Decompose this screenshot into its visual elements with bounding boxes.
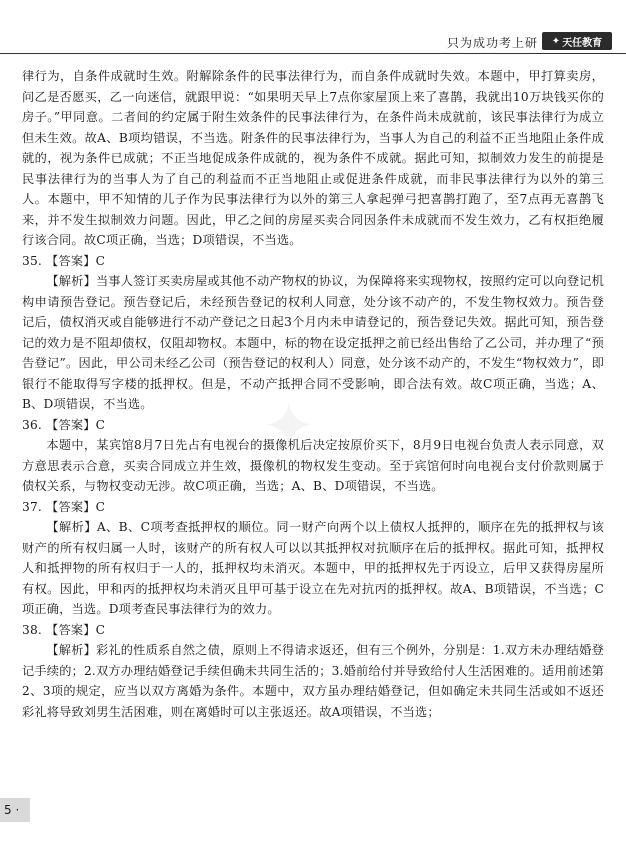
answer-heading: 35. 【答案】C [22,253,106,268]
page-number: 5 · [0,798,30,822]
page-header [0,0,626,50]
answer-heading: 37. 【答案】C [22,499,106,514]
logo-mark-icon: ✦ [551,35,561,47]
answer-heading: 36. 【答案】C [22,417,106,432]
logo-text: 天任教育 [562,37,603,49]
brand-logo [542,32,612,50]
paragraph: 【解析】A、B、C项考查抵押权的顺位。同一财产向两个以上债权人抵押的，顺序在先的抵押权与该财产的所有权归属一人时，该财产的所有权人可以以其抵押权对抗顺序在后的抵押权。据此可知，抵押权人和抵押物的所有权归于一人的，抵押权均未消灭。本题中，甲的抵押权先于丙设立，后甲又获得房屋所有权。因此，甲和丙的抵押权均未消灭且甲可基于设立在先对抗丙的抵押权。故A、B项错误，不当选；C项正确，当选。D项考查民事法律行为的效力。 [22,520,604,616]
paragraph: 【解析】当事人签订买卖房屋或其他不动产物权的协议，为保障将来实现物权，按照约定可以向登记机构申请预告登记。预告登记后，未经预告登记的权利人同意，处分该不动产的，不发生物权效力。预告登记后，债权消灭或自能够进行不动产登记之日起3个月内未申请登记的，预告登记失效。据此可知，预告登记的效力是不阻却债权，仅阻却物权。本题中，标的物在设定抵押之前已经出售给了乙公司，并办理了“预告登记”。因此，甲公司未经乙公司（预告登记的权利人）同意，处分该不动产的，不发生“物权效力”，即银行不能取得写字楼的抵押权。但是，不动产抵押合同不受影响，即合法有效。故C项正确，当选；A、B、D项错误，不当选。 [22,274,604,411]
document-body [22,66,604,722]
paragraph: 【解析】彩礼的性质系自然之债，原则上不得请求返还，但有三个例外，分别是：1.双方未办理结婚登记手续的；2.双方办理结婚登记手续但确未共同生活的；3.婚前给付并导致给付人生活困难的。适用前述第2、3项的规定，应当以双方离婚为条件。本题中，双方虽办理结婚登记，但如确定未共同生活或如不返还彩礼将导致刘男生活困难，则在离婚时可以主张返还。故A项错误，不当选； [22,643,604,719]
answer-heading: 38. 【答案】C [22,622,106,637]
header-slogan: 只为成功考上研 [446,36,538,50]
paragraph: 本题中，某宾馆8月7日先占有电视台的摄像机后决定按原价买下，8月9日电视台负责人表示同意，双方意思表示合意，买卖合同成立并生效，摄像机的物权发生变动。至于宾馆何时向电视台支付价款则属于债权关系，与物权变动无涉。故C项正确，当选；A、B、D项错误，不当选。 [22,438,604,493]
paragraph: 律行为，自条件成就时生效。附解除条件的民事法律行为，而自条件成就时失效。本题中，甲打算卖房，问乙是否愿买，乙一向迷信，就跟甲说：“如果明天早上7点你家屋顶上来了喜鹊，我就出10万块钱买你的房子。”甲同意。二者间的约定属于附生效条件的民事法律行为，在条件尚未成就前，该民事法律行为成立但未生效。故A、B项均错误，不当选。附条件的民事法律行为，当事人为自己的利益不正当地阻止条件成就的，视为条件已成就；不正当地促成条件成就的，视为条件不成就。据此可知，拟制效力发生的前提是民事法律行为的当事人为了自己的利益而不正当地阻止或促进条件成就，而非民事法律行为以外的第三人。本题中，甲不知情的儿子作为民事法律行为以外的第三人拿起弹弓把喜鹊打跑了，至7点再无喜鹊飞来，并不发生拟制效力问题。因此，甲乙之间的房屋买卖合同因条件未成就而不发生效力，乙有权拒绝履行该合同。故C项正确，当选；D项错误，不当选。 [22,69,604,247]
header-divider [0,53,626,54]
